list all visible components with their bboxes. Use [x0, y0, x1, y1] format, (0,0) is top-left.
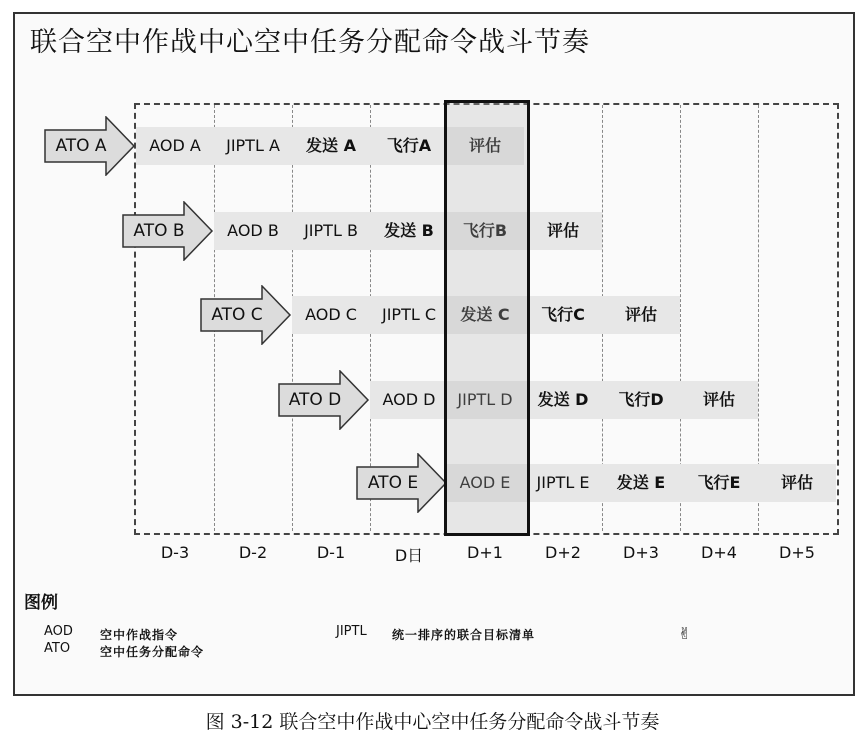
schedule-cell: 飞行E: [697, 473, 741, 492]
schedule-cell: JIPTL E: [536, 473, 590, 492]
ato-arrow-label: ATO C: [211, 305, 263, 325]
ato-arrow-label: ATO D: [288, 390, 342, 410]
schedule-cell: JIPTL D: [457, 390, 513, 409]
schedule-cell: 飞行D: [618, 390, 664, 409]
legend-abbr-jiptl: JIPTL: [336, 624, 367, 639]
legend-abbr-ato: ATO: [44, 641, 71, 656]
schedule-cell: 评估: [702, 390, 735, 409]
ato-arrow: [278, 370, 370, 430]
diagram-title: 联合空中作战中心空中任务分配命令战斗节奏: [30, 27, 590, 58]
hand-mark-icon: ✌: [678, 624, 692, 643]
day-label: D+3: [623, 543, 659, 562]
schedule-cell: 评估: [624, 305, 657, 324]
schedule-cell: JIPTL C: [381, 305, 437, 324]
highlighted-day-column: [444, 100, 530, 536]
schedule-cell: 飞行B: [462, 221, 508, 240]
schedule-cell: 发送 D: [537, 390, 589, 409]
ato-arrow: [44, 116, 136, 176]
schedule-cell: JIPTL B: [304, 221, 358, 240]
schedule-cell: 飞行A: [386, 136, 432, 155]
schedule-cell: 发送 E: [616, 473, 666, 492]
schedule-cell: AOD D: [382, 390, 436, 409]
schedule-cell: AOD B: [227, 221, 279, 240]
legend-title: 图例: [24, 593, 58, 613]
schedule-cell: AOD C: [305, 305, 357, 324]
legend-text-ato: 空中任务分配命令: [100, 645, 205, 659]
ato-arrow: [122, 201, 214, 261]
figure-caption: 图 3-12 联合空中作战中心空中任务分配命令战斗节奏: [205, 711, 660, 733]
day-label: D日: [394, 546, 424, 565]
day-label: D-3: [160, 543, 190, 562]
ato-arrow: [200, 285, 292, 345]
day-label: D+1: [467, 543, 503, 562]
ato-arrow-label: ATO A: [55, 136, 107, 156]
schedule-cell: 评估: [780, 473, 813, 492]
day-label: D+2: [545, 543, 581, 562]
day-label: D-1: [316, 543, 346, 562]
schedule-cell: JIPTL A: [226, 136, 280, 155]
schedule-cell: AOD E: [459, 473, 511, 492]
schedule-cell: 发送 A: [306, 136, 356, 155]
legend-text-jiptl: 统一排序的联合目标清单: [392, 628, 536, 642]
legend-text-aod: 空中作战指令: [100, 628, 179, 642]
day-label: D-2: [238, 543, 268, 562]
schedule-cell: 发送 C: [460, 305, 510, 324]
schedule-cell: AOD A: [149, 136, 201, 155]
ato-arrow-label: ATO B: [133, 221, 185, 241]
schedule-cell: 评估: [468, 136, 501, 155]
ato-arrow-label: ATO E: [367, 473, 419, 493]
day-label: D+5: [779, 543, 815, 562]
ato-arrow: [356, 453, 448, 513]
schedule-cell: 飞行C: [541, 305, 585, 324]
schedule-cell: 评估: [546, 221, 579, 240]
day-label: D+4: [701, 543, 737, 562]
schedule-cell: 发送 B: [384, 221, 434, 240]
legend-abbr-aod: AOD: [44, 624, 73, 639]
